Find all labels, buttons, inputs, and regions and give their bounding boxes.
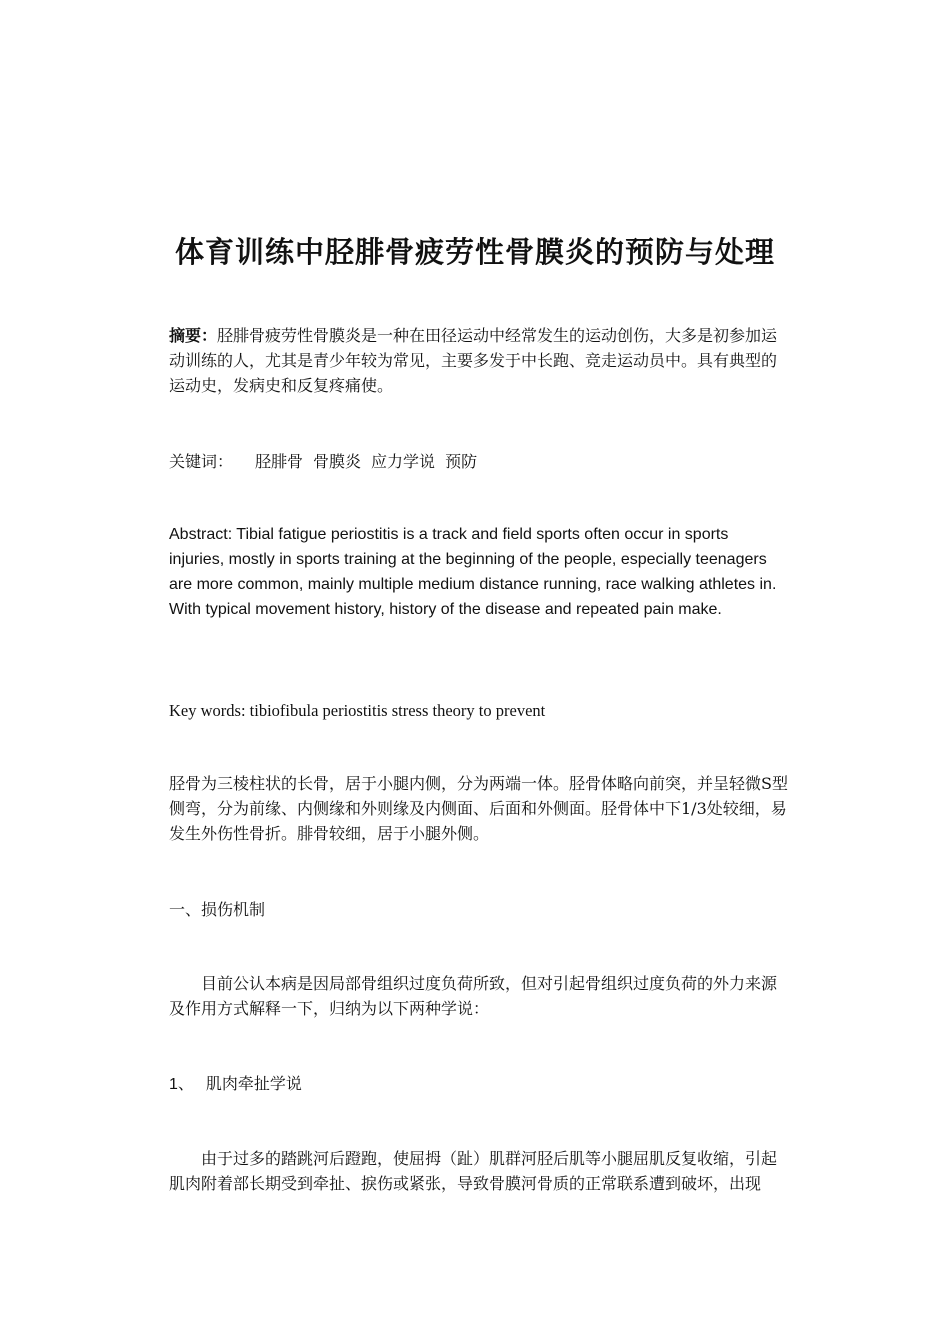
subheading-number: 1、: [169, 1076, 194, 1093]
keyword: 预防: [445, 452, 478, 471]
keyword: 骨膜炎: [313, 452, 362, 471]
keyword: 胫腓骨: [255, 452, 304, 471]
abstract-text: 胫腓骨疲劳性骨膜炎是一种在田径运动中经常发生的运动创伤，大多是初参加运动训练的人，尤其是青少年较为常见，主要多发于中长跑、竞走运动员中。具有典型的运动史，发病史和反复疼痛使。: [169, 326, 778, 395]
document-title: 体育训练中胫腓骨疲劳性骨膜炎的预防与处理: [174, 235, 775, 269]
section-heading-1: 一、损伤机制: [169, 900, 266, 919]
abstract-en: Abstract: Tibial fatigue periostitis is a track and field sports often occur in sports injuries, mostly in sports training at the beginning of the people, especially teenagers are more common, mainly multiple medium distance running, race walking athletes in. With typical movement history, history of the disease and repeated pain make.: [169, 526, 777, 618]
keywords-label: 关键词：: [169, 452, 234, 471]
abstract-cn: [169, 323, 785, 398]
subheading-title: 肌肉牵扯学说: [205, 1074, 302, 1093]
paragraph-anatomy: 胫骨为三棱柱状的长骨，居于小腿内侧，分为两端一体。胫骨体略向前突，并呈轻微S型侧弯，分为前缘、内侧缘和外则缘及内侧面、后面和外侧面。胫骨体中下1/3处较细，易发生外伤性骨折。腓骨较细，居于小腿外侧。: [169, 774, 788, 843]
keyword: 应力学说: [371, 452, 436, 471]
subheading-1: [169, 1071, 785, 1097]
paragraph-muscle: 由于过多的踏跳河后蹬跑，使屈拇（趾）肌群河胫后肌等小腿屈肌反复收缩，引起肌肉附着部长期受到牵扯、捩伤或紧张，导致骨膜河骨质的正常联系遭到破坏，出现: [169, 1149, 778, 1193]
keywords-cn: [169, 449, 785, 474]
abstract-label: 摘要：: [169, 326, 218, 345]
keywords-en: Key words: tibiofibula periostitis stress theory to prevent: [169, 701, 546, 720]
paragraph-mechanism: 目前公认本病是因局部骨组织过度负荷所致，但对引起骨组织过度负荷的外力来源及作用方式解释一下，归纳为以下两种学说：: [169, 974, 778, 1018]
